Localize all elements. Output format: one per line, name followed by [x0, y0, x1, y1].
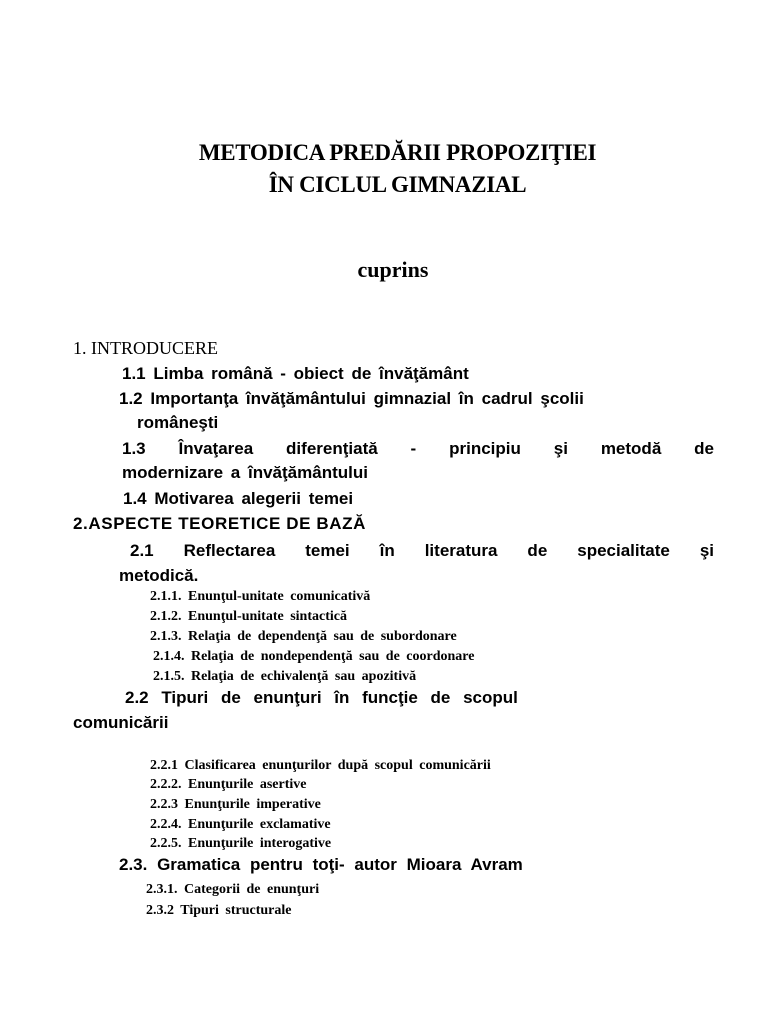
toc-item-2-1: 2.1 Reflectarea temei în literatura de specialitate şi — [130, 541, 714, 560]
toc-item-2-2: 2.2 Tipuri de enunţuri în funcţie de scopul — [125, 688, 518, 707]
toc-item-1-4: 1.4 Motivarea alegerii temei — [123, 489, 354, 508]
toc-item-1-3-cont: modernizare a învăţământului — [122, 463, 368, 482]
toc-item-2-2-2: 2.2.2. Enunţurile asertive — [150, 777, 307, 792]
toc-section-1: 1. INTRODUCERE — [73, 338, 218, 358]
toc-item-2-2-5: 2.2.5. Enunţurile interogative — [150, 836, 332, 851]
toc-item-1-2-cont: româneşti — [137, 413, 219, 432]
title-line-2: ÎN CICLUL GIMNAZIAL — [268, 172, 527, 197]
toc-item-2-1-5: 2.1.5. Relaţia de echivalenţă sau apozitivă — [153, 669, 417, 684]
toc-item-2-1-2: 2.1.2. Enunţul-unitate sintactică — [150, 609, 347, 624]
toc-item-2-1-3: 2.1.3. Relaţia de dependenţă sau de subordonare — [150, 629, 457, 644]
subtitle-cuprins: cuprins — [357, 257, 429, 282]
toc-item-2-3-1: 2.3.1. Categorii de enunţuri — [146, 882, 320, 897]
toc-item-2-1-4: 2.1.4. Relaţia de nondependenţă sau de coordonare — [153, 649, 475, 664]
toc-item-2-3-2: 2.3.2 Tipuri structurale — [146, 903, 292, 918]
toc-item-2-2-cont: comunicării — [73, 713, 169, 732]
toc-item-1-1: 1.1 Limba română - obiect de învăţământ — [122, 364, 469, 383]
title-line-1: METODICA PREDĂRII PROPOZIŢIEI — [198, 140, 597, 165]
toc-item-2-3: 2.3. Gramatica pentru toţi- autor Mioara Avram — [119, 855, 523, 874]
toc-item-2-1-1: 2.1.1. Enunţul-unitate comunicativă — [150, 589, 371, 604]
toc-item-1-3: 1.3 Învaţarea diferenţiată - principiu şi metodă de — [122, 439, 714, 458]
toc-item-2-2-1: 2.2.1 Clasificarea enunţurilor după scopul comunicării — [150, 758, 491, 773]
toc-item-1-2: 1.2 Importanţa învăţământului gimnazial în cadrul şcolii — [119, 389, 584, 408]
toc-item-2-2-3: 2.2.3 Enunţurile imperative — [150, 797, 321, 812]
toc-item-2-2-4: 2.2.4. Enunţurile exclamative — [150, 817, 331, 832]
toc-item-2-1-cont: metodică. — [119, 566, 199, 585]
toc-section-2: 2.ASPECTE TEORETICE DE BAZĂ — [73, 514, 366, 533]
